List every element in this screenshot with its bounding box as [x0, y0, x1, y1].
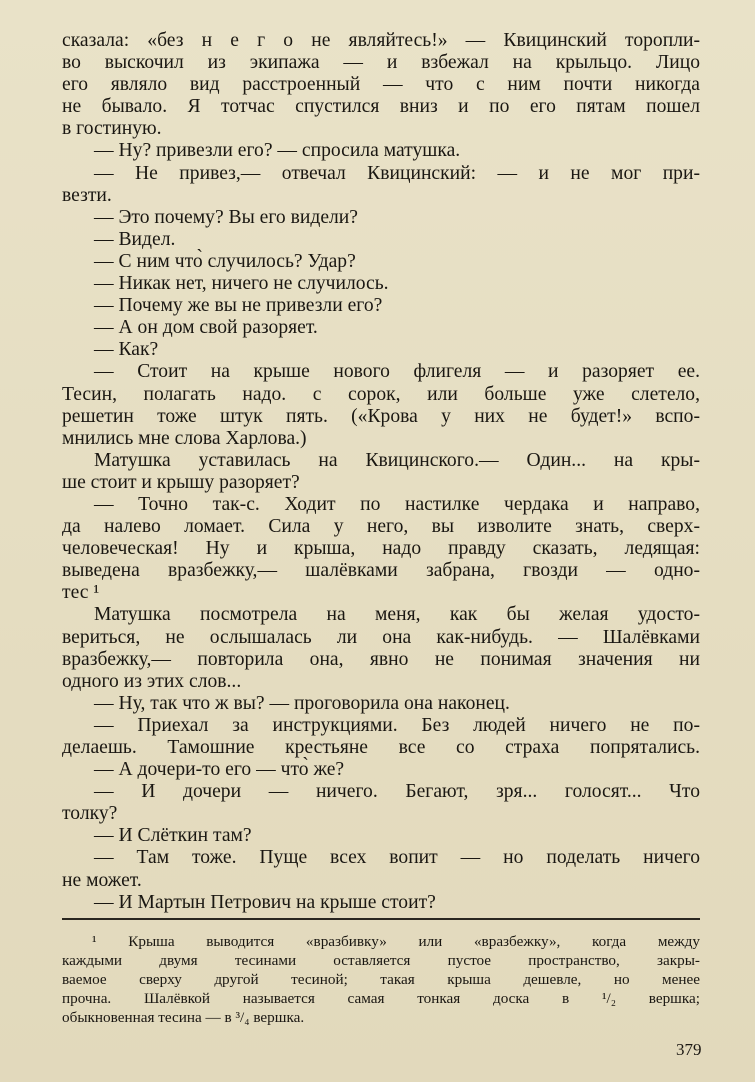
text-line: выведена вразбежку,— шалёвками забрана, гвозди — одно- [62, 560, 700, 582]
text-line: — Как? [94, 339, 159, 361]
text-line: — Никак нет, ничего не случилось. [94, 273, 389, 295]
text-line: — С ним что̀ случилось? Удар? [94, 250, 356, 272]
text-line: — А дочери-то его — что̀ же? [94, 759, 345, 781]
text-line: не бывало. Я тотчас спустился вниз и по его пятам пошел [62, 96, 700, 118]
text-line: одного из этих слов... [62, 670, 242, 692]
text-line: — Почему же вы не привезли его? [94, 295, 383, 317]
footnote-separator-rule [62, 918, 700, 920]
text-line: везти. [62, 184, 112, 206]
text-line: его являло вид расстроенный — что с ним почти никогда [62, 74, 700, 96]
text-line: вразбежку,— повторила она, явно не понимая значения ни [62, 648, 700, 670]
text-line: да налево ломает. Сила у него, вы изволите знать, сверх- [62, 516, 700, 538]
text-line: — И Слёткин там? [94, 825, 252, 847]
text-line: Матушка посмотрела на меня, как бы желая удосто- [94, 604, 700, 626]
footnote-line: ¹ Крыша выводится «вразбивку» или «вразбежку», когда между [92, 933, 700, 950]
text-line: — Стоит на крыше нового флигеля — и разоряет ее. [94, 361, 700, 383]
main-text [62, 30, 700, 914]
text-line: — И дочери — ничего. Бегают, зря... голосят... Что [94, 781, 700, 803]
text-line: толку? [62, 803, 118, 825]
text-line: в гостиную. [62, 118, 162, 140]
footnote-block [62, 932, 700, 1027]
text-line: — Ну, так что ж вы? — проговорила она наконец. [94, 692, 510, 714]
text-line: — Это почему? Вы его видели? [94, 206, 358, 228]
footnote-line: ваемое сверху другой тесиной; такая крыша дешевле, но менее [62, 971, 700, 988]
text-line: — Не привез,— отвечал Квицинский: — и не мог при- [94, 162, 700, 184]
text-line: человеческая! Ну и крыша, надо правду сказать, ледящая: [62, 538, 700, 560]
text-line: делаешь. Тамошние крестьяне все со страха попрятались. [62, 737, 700, 758]
text-line: — Там тоже. Пуще всех вопит — но поделать ничего [94, 847, 700, 869]
text-line: сказала: «без н е г о не являйтесь!» — Квицинский торопли- [62, 30, 700, 51]
text-line: — А он дом свой разоряет. [94, 317, 318, 339]
text-line: не может. [62, 869, 142, 891]
text-line: мнились мне слова Харлова.) [62, 427, 307, 449]
page-number: 379 [676, 1040, 702, 1059]
text-line: решетин тоже штук пять. («Крова у них не будет!» вспо- [62, 405, 700, 427]
text-line: во выскочил из экипажа — и взбежал на крыльцо. Лицо [62, 52, 700, 74]
text-line: Тесин, полагать надо. с сорок, или больше уже слетело, [62, 383, 700, 405]
text-line: — Ну? привезли его? — спросила матушка. [94, 140, 461, 162]
text-line: — Видел. [94, 228, 176, 250]
text-line: Матушка уставилась на Квицинского.— Один... на кры- [94, 449, 700, 471]
text-line: вериться, не ослышалась ли она как-нибудь. — Шалёвками [62, 626, 700, 648]
footnote-line: прочна. Шалёвкой называется самая тонкая доска в ¹/₂ вершка; [62, 990, 700, 1007]
text-line: ше стоит и крышу разоряет? [62, 471, 300, 493]
text-line: — Приехал за инструкциями. Без людей ничего не по- [94, 714, 700, 736]
text-line: — Точно так-с. Ходит по настилке чердака и направо, [94, 493, 700, 515]
text-line: — И Мартын Петрович на крыше стоит? [94, 891, 436, 913]
footnote-line: обыкновенная тесина — в ³/₄ вершка. [62, 1009, 305, 1026]
footnote-line: каждыми двумя тесинами оставляется пустое пространство, закры- [62, 952, 700, 969]
text-line: тес ¹ [62, 582, 100, 604]
